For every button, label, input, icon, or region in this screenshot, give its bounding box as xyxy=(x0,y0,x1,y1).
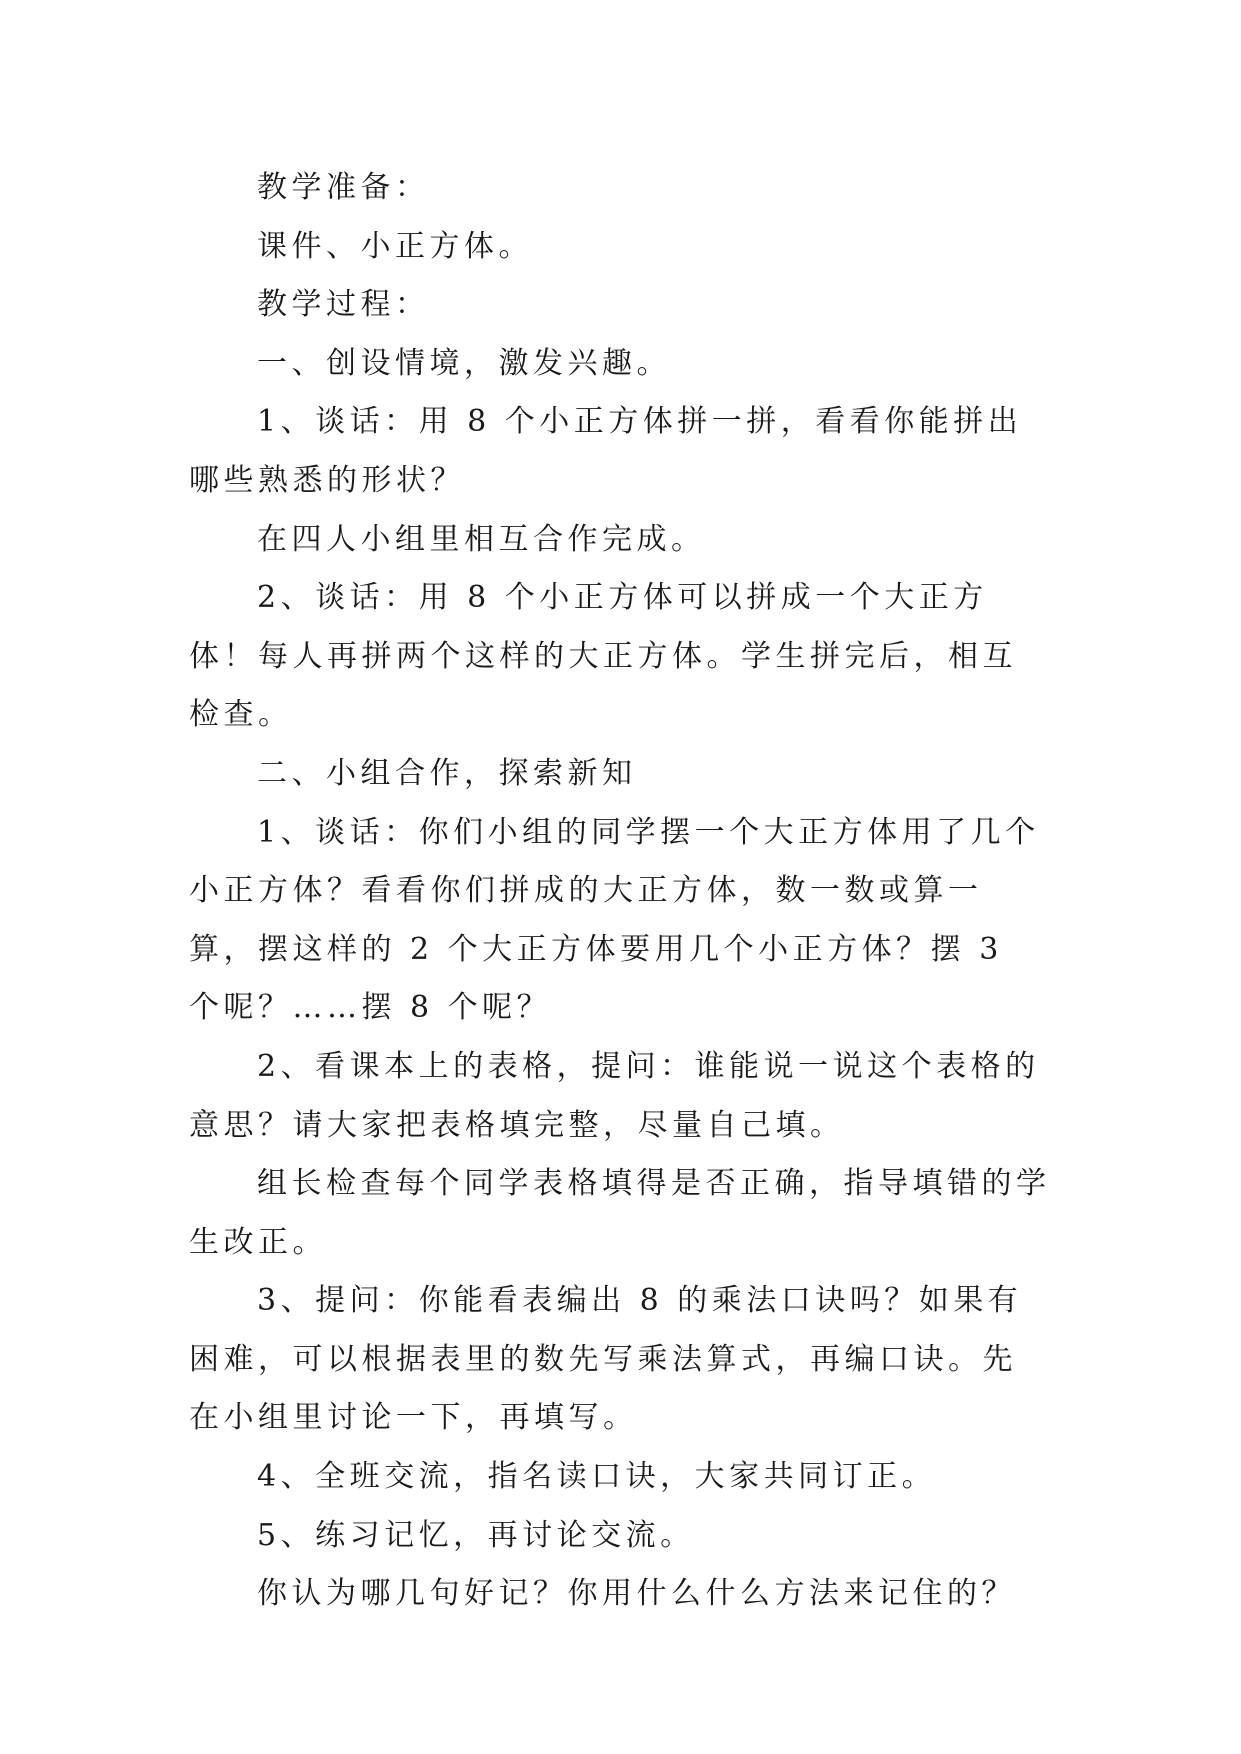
paragraph-step-2-5: 5、练习记忆，再讨论交流。 xyxy=(257,1517,695,1553)
paragraph-materials: 课件、小正方体。 xyxy=(257,228,533,264)
paragraph-step-2-4: 4、全班交流，指名读口诀，大家共同订正。 xyxy=(257,1459,937,1495)
paragraph-group-work: 在四人小组里相互合作完成。 xyxy=(257,521,706,557)
section-heading-2: 二、小组合作，探索新知 xyxy=(257,755,637,791)
section-heading-1: 一、创设情境，激发兴趣。 xyxy=(257,345,671,381)
paragraph-step-2-1: 1、谈话：你们小组的同学摆一个大正方体用了几个小正方体？看看你们拼成的大正方体，数一数或算一算，摆这样的 2 个大正方体要用几个小正方体？摆 3 个呢？……摆 8 个呢？ xyxy=(189,814,1040,1026)
heading-teaching-process: 教学过程： xyxy=(257,287,430,323)
paragraph-leader-check: 组长检查每个同学表格填得是否正确，指导填错的学生改正。 xyxy=(189,1166,1051,1260)
document-body xyxy=(189,159,1051,1624)
paragraph-step-1-2: 2、谈话：用 8 个小正方体可以拼成一个大正方体！每人再拼两个这样的大正方体。学生拼完后，相互检查。 xyxy=(189,580,1017,733)
heading-teaching-preparation: 教学准备： xyxy=(257,170,430,205)
paragraph-step-2-2: 2、看课本上的表格，提问：谁能说一说这个表格的意思？请大家把表格填完整，尽量自己填。 xyxy=(189,1048,1040,1143)
paragraph-question: 你认为哪几句好记？你用什么什么方法来记住的？ xyxy=(257,1576,1016,1612)
paragraph-step-1-1: 1、谈话：用 8 个小正方体拼一拼，看看你能拼出哪些熟悉的形状？ xyxy=(189,404,1023,498)
paragraph-step-2-3: 3、提问：你能看表编出 8 的乘法口诀吗？如果有困难，可以根据表里的数先写乘法算式，再编口诀。先在小组里讨论一下，再填写。 xyxy=(189,1283,1023,1436)
